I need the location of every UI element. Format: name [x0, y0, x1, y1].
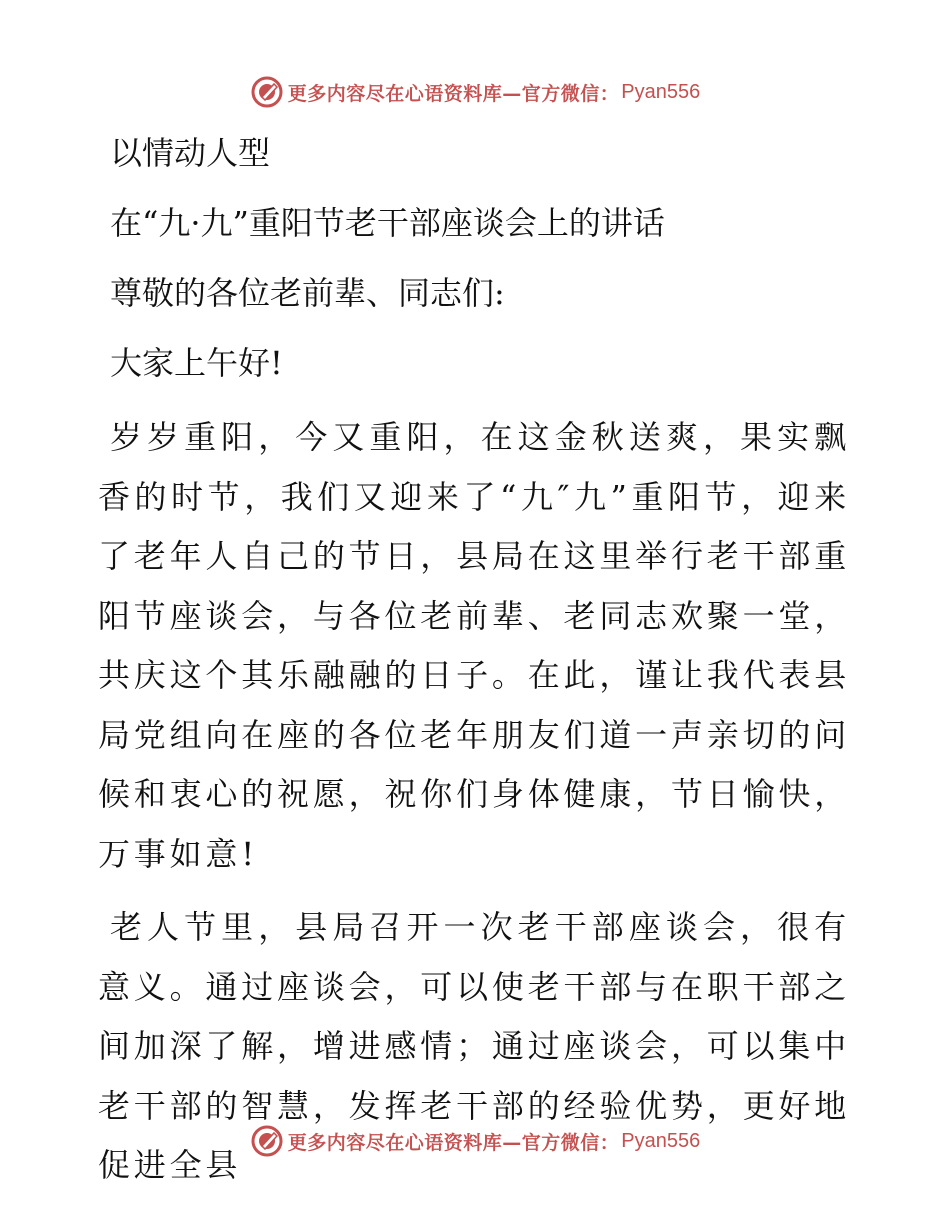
paragraph-1: 岁岁重阳，今又重阳，在这金秋送爽，果实飘香的时节，我们又迎来了“九″九”重阳节，迎来了老年人自己的节日，县局在这里举行老干部重阳节座谈会，与各位老前辈、老同志欢聚一堂，共庆这个其乐融融的日子。在此，谨让我代表县局党组向在座的各位老年朋友们道一声亲切的问候和衷心的祝愿，祝你们身体健康，节日愉快，万事如意!: [98, 418, 850, 873]
seal-logo-icon: [250, 75, 284, 109]
header-watermark: [0, 72, 950, 112]
greeting: 大家上午好!: [110, 344, 283, 382]
paragraph-2: 老人节里，县局召开一次老干部座谈会，很有意义。通过座谈会，可以使老干部与在职干部之间加深了解，增进感情；通过座谈会，可以集中老干部的智慧，发挥老干部的经验优势，更好地促进全县: [98, 908, 850, 1184]
salutation: 尊敬的各位老前辈、同志们:: [110, 274, 505, 312]
document-title: 在“九·九”重阳节老干部座谈会上的讲话: [110, 204, 665, 242]
watermark-text: 更多内容尽在心语资料库—官方微信：: [287, 82, 620, 105]
footer-watermark: [0, 1121, 950, 1161]
watermark-id: Pyan556: [621, 1129, 701, 1152]
document-body: [98, 118, 850, 1196]
watermark-text: 更多内容尽在心语资料库—官方微信：: [287, 1131, 620, 1154]
watermark-id: Pyan556: [621, 80, 701, 103]
document-type-line: 以情动人型: [110, 134, 271, 172]
seal-logo-icon: [250, 1124, 284, 1158]
